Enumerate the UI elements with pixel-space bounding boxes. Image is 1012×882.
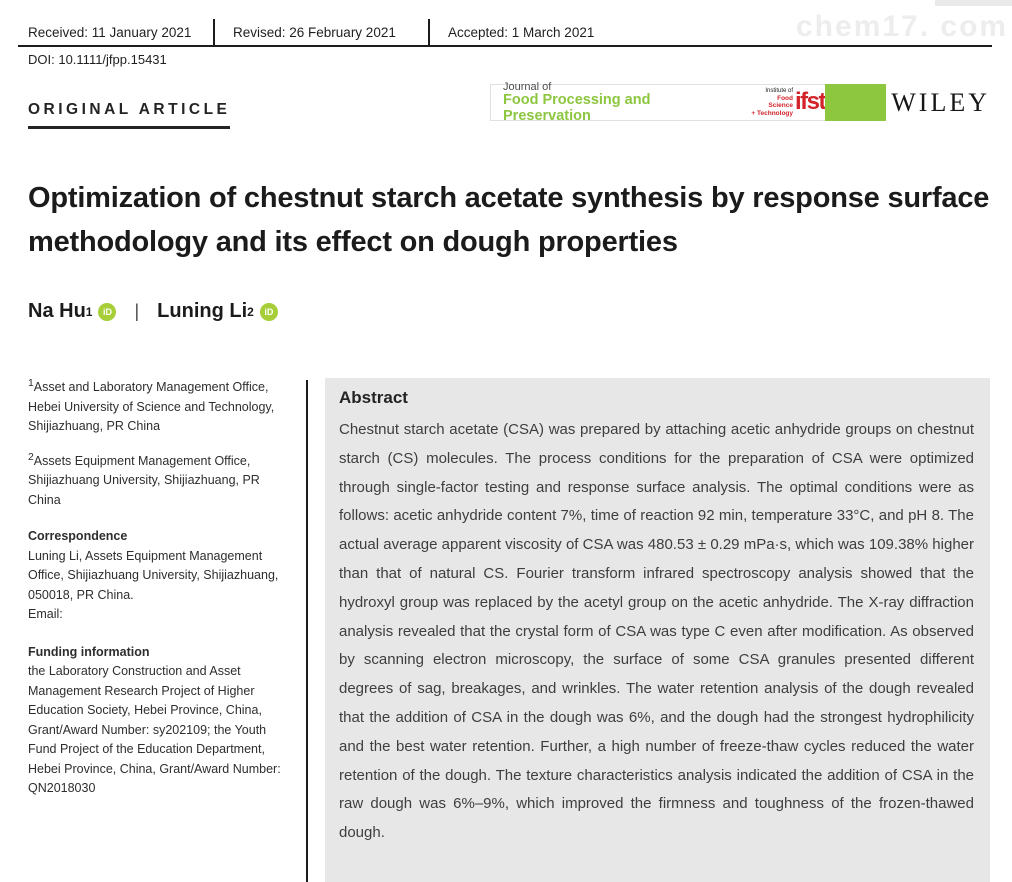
affiliation-sup: 2	[28, 451, 34, 463]
author-name: Luning Li	[157, 300, 248, 322]
affiliation-text: Asset and Laboratory Management Office, Hebei University of Science and Technology, Shijiazhuang, PR China	[28, 380, 275, 434]
affiliation-2	[28, 448, 292, 511]
ifst-wordmark: ifst	[795, 88, 825, 116]
abstract-panel	[325, 378, 990, 882]
correspondence-section	[28, 527, 292, 625]
correspondence-heading: Correspondence	[28, 529, 128, 544]
abstract-body: Chestnut starch acetate (CSA) was prepared by attaching acetic anhydride groups on chestnut starch (CS) molecules. The process conditions for the preparation of CSA were optimized through single-factor testing and response surface analysis. The optimal conditions were as follows: acetic anhydride content 7%, time of reaction 92 min, temperature 33°C, and pH 8. The actual average apparent viscosity of CSA was 480.53 ± 0.29 mPa·s, which was 109.38% higher than that of natural CS. Fourier transform infrared spectroscopy analysis showed that the hydroxyl group was replaced by the acetyl group on the acetic anhydride. The X-ray diffraction analysis revealed that the crystal form of CSA was type C even after modification. As observed by scanning electron microscopy, the surface of some CSA granules presented different degrees of sag, breakages, and wrinkles. The water retention analysis of the dough revealed that the addition of CSA in the dough was 6%, and the dough had the strongest hydrophilicity and the best water retention. Further, a high number of freeze-thaw cycles reduced the water retention of the dough. The texture characteristics analysis indicated the addition of CSA in the raw dough was 6%–9%, which improved the firmness and toughness of the frozen-thawed dough.	[339, 421, 974, 842]
accepted-date: Accepted: 1 March 2021	[428, 19, 992, 45]
email-label: Email:	[28, 607, 63, 622]
funding-body: the Laboratory Construction and Asset Management Research Project of Higher Education Society, Hebei Province, China, Grant/Award Number: sy202109; the Youth Fund Project of the Education Department, Hebei Province, China, Grant/Award Number: QN2018030	[28, 664, 281, 796]
author-name: Na Hu	[28, 300, 86, 322]
affiliation-text: Assets Equipment Management Office, Shijiazhuang University, Shijiazhuang, PR China	[28, 453, 260, 507]
author-list: Na Hu 1 iD | Luning Li 2 iD	[28, 300, 278, 323]
article-type-label: ORIGINAL ARTICLE	[28, 101, 230, 129]
wiley-logo: WILEY	[891, 88, 990, 117]
left-info-column	[28, 374, 292, 799]
author-separator: |	[134, 301, 140, 321]
correspondence-body: Luning Li, Assets Equipment Management Office, Shijiazhuang University, Shijiazhuang, 050018, PR China.	[28, 548, 279, 602]
revised-date: Revised: 26 February 2021	[213, 19, 428, 45]
journal-of-label: Journal of	[503, 80, 552, 93]
banner-green-block	[825, 84, 886, 121]
journal-name: Food Processing and Preservation	[503, 91, 651, 124]
abstract-heading: Abstract	[339, 388, 408, 407]
journal-logo	[490, 80, 825, 124]
ifst-logo	[751, 88, 825, 117]
affiliation-1	[28, 374, 292, 437]
journal-name-block	[503, 81, 741, 125]
journal-banner	[490, 80, 886, 124]
ifst-text	[751, 88, 793, 117]
received-date: Received: 11 January 2021	[28, 24, 192, 40]
funding-heading: Funding information	[28, 644, 150, 659]
orcid-icon[interactable]: iD	[98, 303, 116, 321]
ifst-food-science: Food Science	[768, 94, 793, 110]
ifst-technology: + Technology	[751, 109, 793, 117]
corner-artifact	[935, 0, 1012, 6]
paper-title: Optimization of chestnut starch acetate synthesis by response surface methodology and its effect on dough properties	[28, 182, 990, 258]
watermark: chem17. com	[796, 10, 1009, 43]
affiliation-sup: 1	[28, 378, 34, 389]
orcid-icon[interactable]: iD	[260, 303, 278, 321]
funding-section	[28, 643, 292, 799]
dates-bar	[18, 19, 992, 47]
ifst-institute-of: Institute of	[765, 87, 793, 94]
column-divider-rule	[306, 380, 308, 882]
doi: DOI: 10.1111/jfpp.15431	[28, 52, 167, 67]
